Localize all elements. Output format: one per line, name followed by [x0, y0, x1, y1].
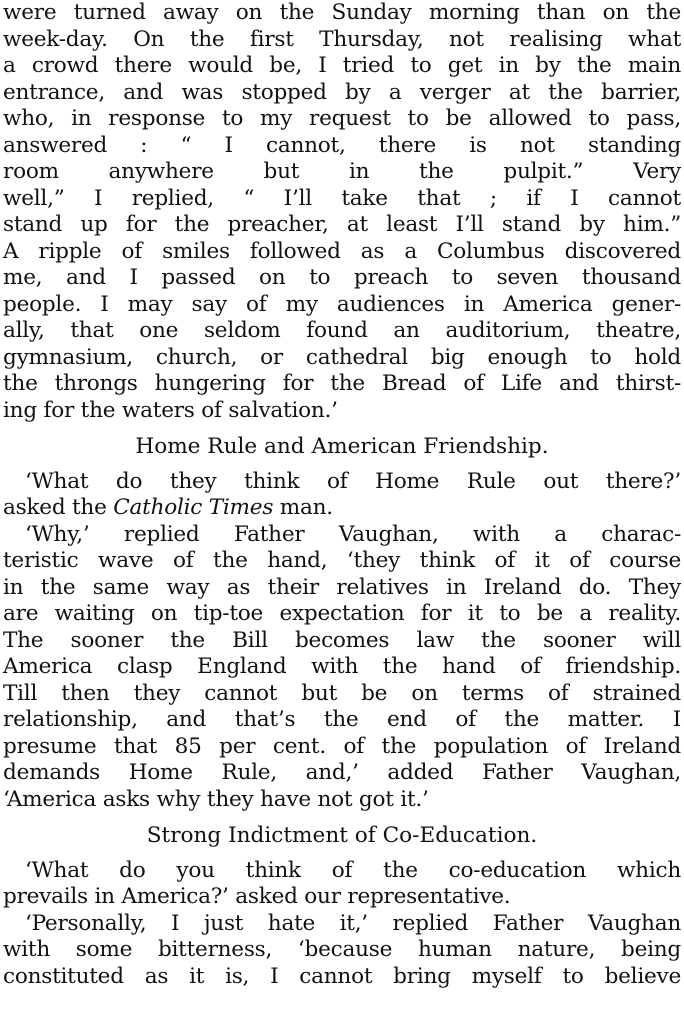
paragraph-co-education-question [3, 858, 681, 911]
text-line: stand up for the preacher, at least I’ll stand by him.” [3, 212, 681, 237]
text-line: demands Home Rule, and,’ added Father Vaughan, [3, 760, 681, 785]
text-line: ally, that one seldom found an auditorium, theatre, [3, 318, 681, 343]
text-line: room anywhere but in the pulpit.” Very [3, 159, 681, 184]
text-line: well,” I replied, “ I’ll take that ; if I cannot [3, 185, 681, 211]
text-line: who, in response to my request to be allowed to pass, [3, 106, 681, 131]
paragraph-home-rule-question [3, 469, 681, 522]
text-line: a crowd there would be, I tried to get in by the main [3, 53, 681, 78]
text-line: answered : “ I cannot, there is not standing [3, 132, 681, 158]
paragraph-co-education-reply [3, 911, 681, 991]
text-line: presume that 85 per cent. of the population of Ireland [3, 733, 681, 759]
text-line: constituted as it is, I cannot bring myself to believe [3, 963, 681, 989]
text-line: ‘What do they think of Home Rule out there?’ [25, 468, 681, 494]
text-line: with some bitterness, ‘because human nature, being [3, 937, 681, 962]
section-heading-home-rule: Home Rule and American Friendship. [135, 434, 549, 459]
text-line: in the same way as their relatives in Ireland do. They [3, 574, 681, 600]
text-line: ing for the waters of salvation.’ [3, 397, 338, 423]
text-line: entrance, and was stopped by a verger at the barrier, [3, 79, 681, 105]
text-line: A ripple of smiles followed as a Columbus discovered [3, 238, 681, 264]
text-line: gymnasium, church, or cathedral big enough to hold [3, 344, 681, 370]
text-line: week-day. On the first Thursday, not realising what [3, 26, 681, 52]
text-line: The sooner the Bill becomes law the sooner will [3, 627, 681, 653]
text-line: Till then they cannot but be on terms of strained [3, 680, 681, 706]
text-line: teristic wave of the hand, ‘they think of it of course [3, 548, 681, 573]
text-line: ‘What do you think of the co-education which [25, 857, 681, 883]
text-line: are waiting on tip-toe expectation for it to be a reality. [3, 601, 681, 626]
text-line: the throngs hungering for the Bread of Life and thirst- [3, 371, 681, 396]
text-line: prevails in America?’ asked our representative. [3, 884, 511, 909]
text-fragment: man. [273, 495, 333, 520]
text-fragment: asked the [3, 495, 114, 520]
text-line [3, 495, 681, 522]
paragraph-vaughan-reply [3, 522, 681, 814]
text-line: America clasp England with the hand of friendship. [3, 654, 681, 679]
text-line: ‘America asks why they have not got it.’ [3, 786, 429, 812]
section-heading-co-education: Strong Indictment of Co-Education. [146, 823, 538, 848]
newspaper-title: Catholic Times [113, 495, 274, 520]
text-line: people. I may say of my audiences in America gener- [3, 291, 681, 317]
text-line: relationship, and that’s the end of the matter. I [3, 707, 681, 732]
paragraph-crowd-account [3, 0, 681, 424]
text-line: ‘Personally, I just hate it,’ replied Father Vaughan [25, 910, 681, 936]
text-line: ‘Why,’ replied Father Vaughan, with a charac- [25, 521, 681, 547]
text-line: were turned away on the Sunday morning than on the [3, 0, 681, 25]
text-line: me, and I passed on to preach to seven thousand [3, 265, 681, 290]
document-page [3, 0, 681, 990]
